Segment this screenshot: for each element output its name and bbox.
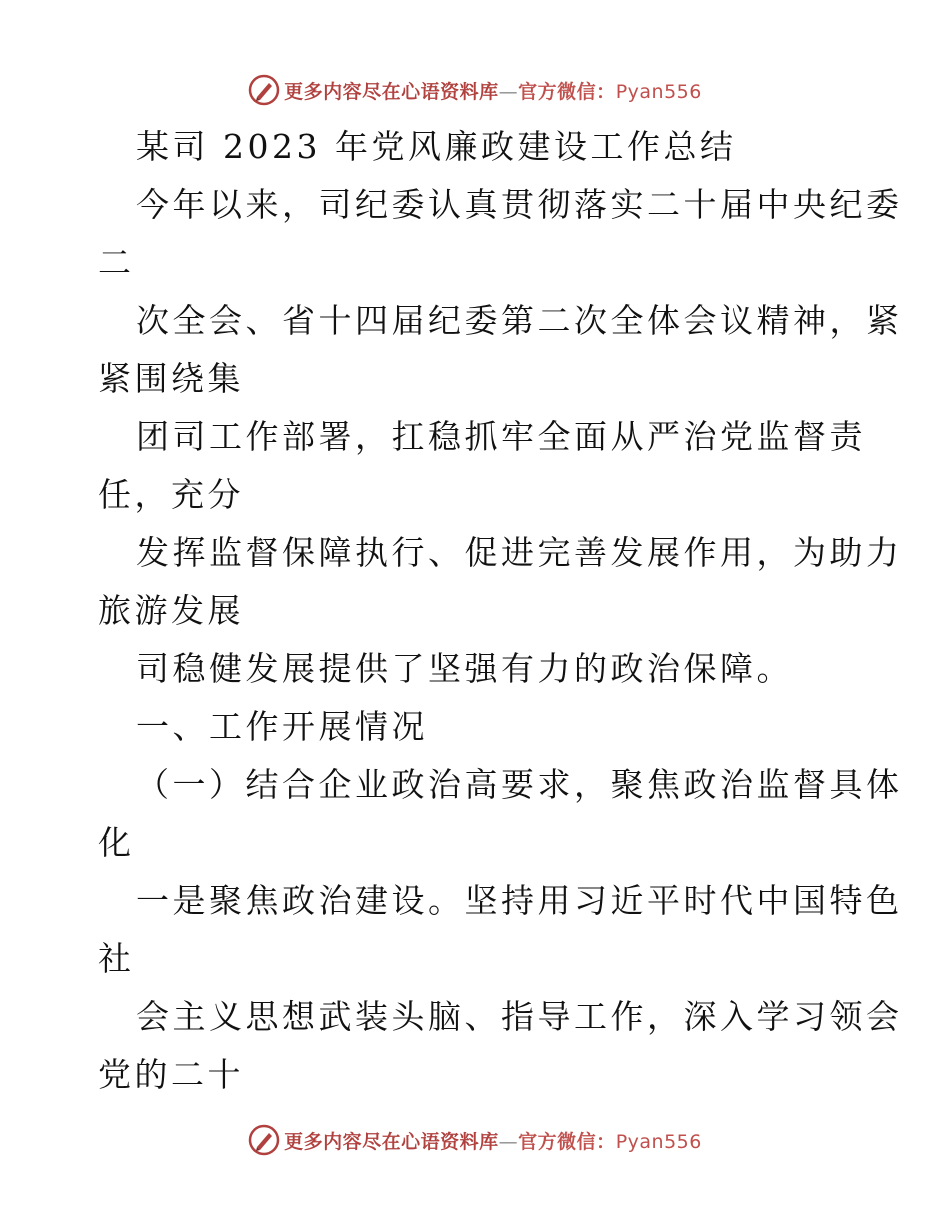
document-title: 某司 2023 年党风廉政建设工作总结: [136, 127, 737, 166]
paragraph-line: 次全会、省十四届纪委第二次全体会议精神，紧: [136, 301, 903, 340]
paragraph-line: 发挥监督保障执行、促进完善发展作用，为助力: [136, 533, 903, 572]
paragraph-line: 旅游发展: [98, 591, 244, 630]
paragraph-line: 司稳健发展提供了坚强有力的政治保障。: [136, 649, 793, 688]
document-body: [98, 118, 903, 1104]
paragraph-line: 二: [98, 243, 135, 282]
watermark-banner-top: [0, 70, 950, 110]
paragraph-line: 化: [98, 823, 135, 862]
pen-logo-icon: [248, 1124, 280, 1156]
paragraph-line: 党的二十: [98, 1055, 244, 1094]
paragraph-line: 任，充分: [98, 475, 244, 514]
watermark-text: 更多内容尽在心语资料库—官方微信：Pyan556: [284, 1130, 702, 1153]
paragraph-line: 今年以来，司纪委认真贯彻落实二十届中央纪委: [136, 185, 903, 224]
paragraph-line: 团司工作部署，扛稳抓牢全面从严治党监督责: [136, 417, 866, 456]
watermark-text: 更多内容尽在心语资料库—官方微信：Pyan556: [284, 80, 702, 103]
paragraph-line: 紧围绕集: [98, 359, 244, 398]
paragraph-line: 一是聚焦政治建设。坚持用习近平时代中国特色: [136, 881, 903, 920]
subsection-heading: （一）结合企业政治高要求，聚焦政治监督具体: [136, 765, 903, 804]
section-heading: 一、工作开展情况: [136, 707, 428, 746]
paragraph-line: 会主义思想武装头脑、指导工作，深入学习领会: [136, 997, 903, 1036]
watermark-banner-bottom: [0, 1120, 950, 1160]
paragraph-line: 社: [98, 939, 135, 978]
pen-logo-icon: [248, 74, 280, 106]
